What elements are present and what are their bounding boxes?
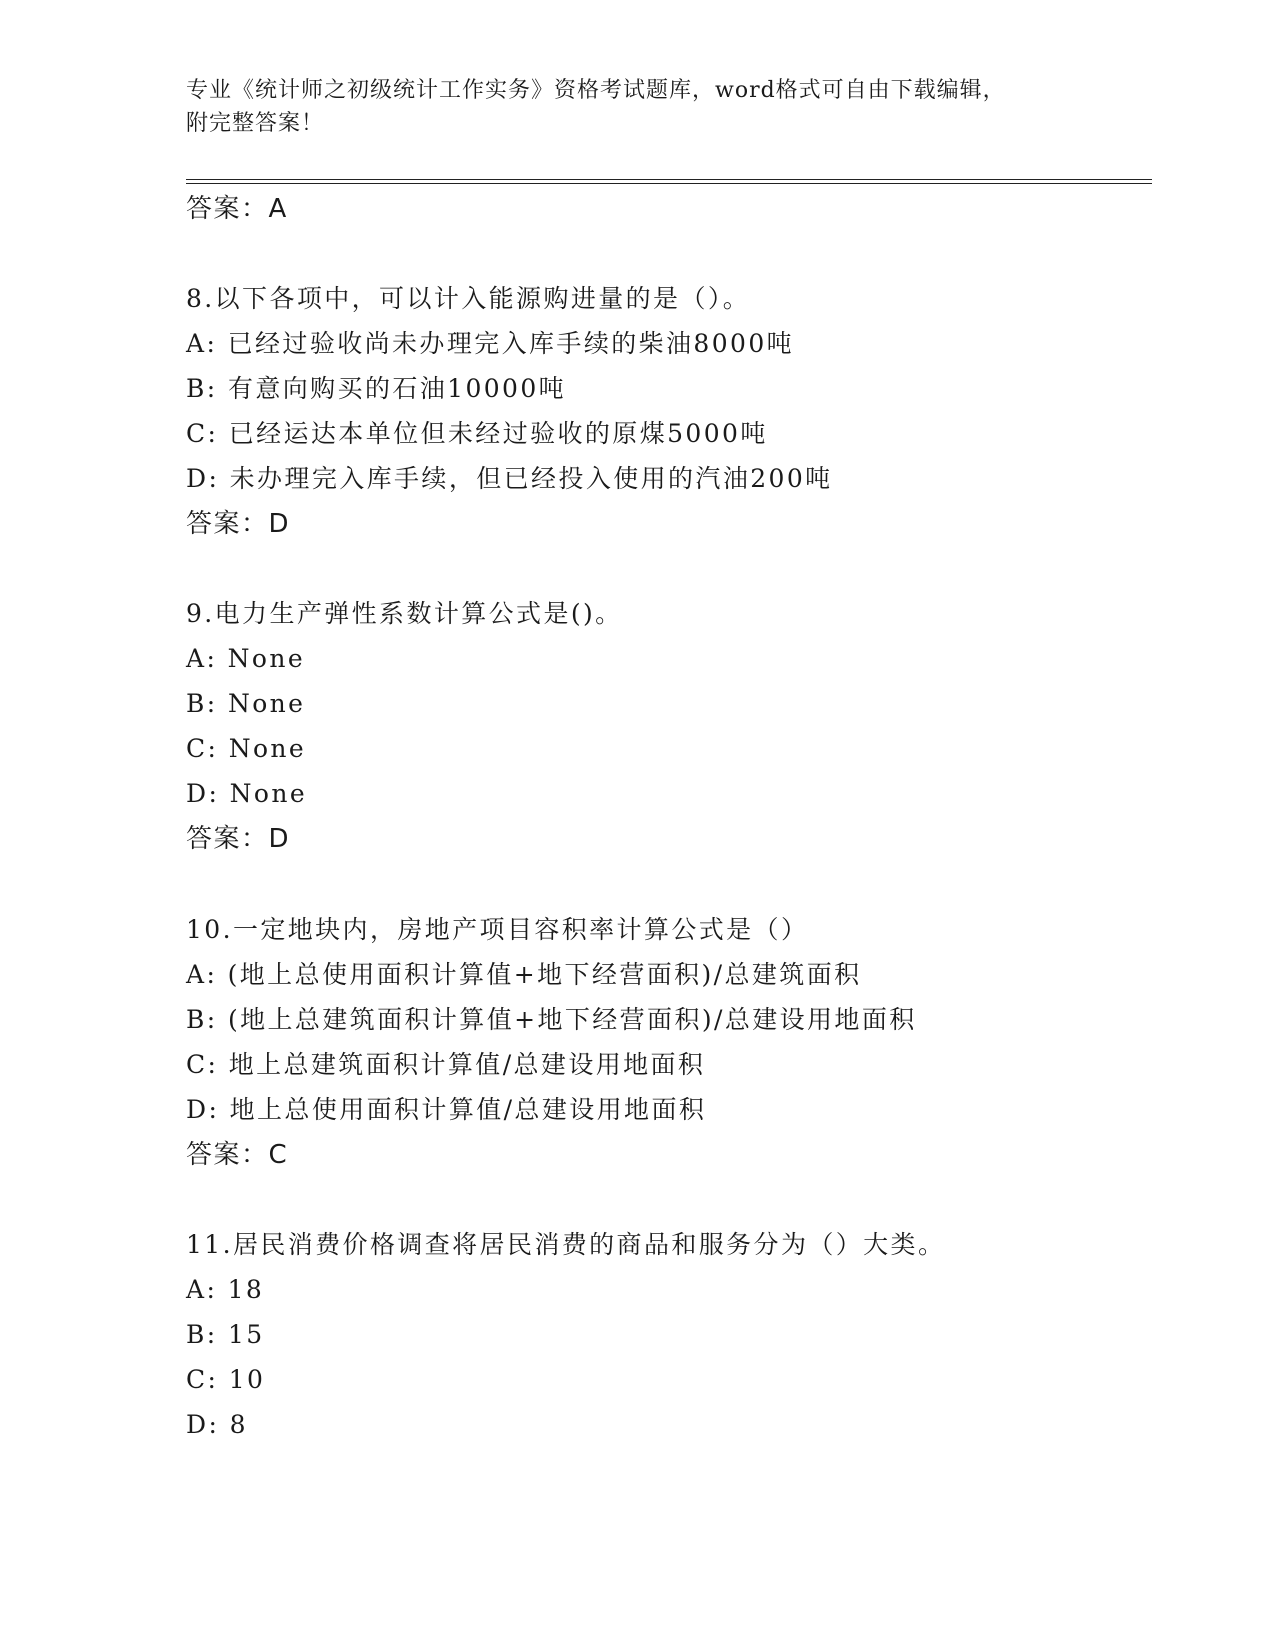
- header-line-1: 专业《统计师之初级统计工作实务》资格考试题库，word格式可自由下载编辑，: [186, 78, 1006, 103]
- question-10-option-b: B: (地上总建筑面积计算值+地下经营面积)/总建设用地面积: [186, 1005, 917, 1034]
- question-10-option-d: D: 地上总使用面积计算值/总建设用地面积: [186, 1095, 707, 1124]
- question-9-option-b: B: None: [186, 689, 306, 718]
- question-9-answer: 答案：D: [186, 824, 291, 854]
- question-10-stem: 10.一定地块内，房地产项目容积率计算公式是（）: [186, 915, 809, 944]
- header-rule-bottom: [186, 183, 1152, 184]
- question-9-option-d: D: None: [186, 779, 308, 808]
- header-line-2: 附完整答案！: [186, 111, 325, 136]
- question-11-option-d: D: 8: [186, 1410, 248, 1439]
- question-11-stem: 11.居民消费价格调查将居民消费的商品和服务分为（）大类。: [186, 1230, 946, 1259]
- question-9-option-a: A: None: [186, 644, 306, 673]
- question-10-option-c: C: 地上总建筑面积计算值/总建设用地面积: [186, 1050, 706, 1079]
- question-8-answer: 答案：D: [186, 509, 291, 539]
- question-11-option-a: A: 18: [186, 1275, 265, 1304]
- question-8-stem: 8.以下各项中，可以计入能源购进量的是（）。: [186, 284, 751, 313]
- question-8-option-b: B: 有意向购买的石油10000吨: [186, 374, 567, 403]
- question-9-option-c: C: None: [186, 734, 307, 763]
- question-11-option-c: C: 10: [186, 1365, 266, 1394]
- question-8-option-c: C: 已经运达本单位但未经过验收的原煤5000吨: [186, 419, 768, 448]
- question-9-stem: 9.电力生产弹性系数计算公式是()。: [186, 599, 623, 628]
- header-rule-top: [186, 179, 1152, 180]
- question-10-answer: 答案：C: [186, 1140, 289, 1170]
- question-8-option-a: A: 已经过验收尚未办理完入库手续的柴油8000吨: [186, 329, 795, 358]
- question-11-option-b: B: 15: [186, 1320, 265, 1349]
- answer-prev-question: 答案：A: [186, 194, 288, 224]
- question-8-option-d: D: 未办理完入库手续，但已经投入使用的汽油200吨: [186, 464, 833, 493]
- question-10-option-a: A: (地上总使用面积计算值+地下经营面积)/总建筑面积: [186, 960, 862, 989]
- document-header: [186, 74, 1066, 140]
